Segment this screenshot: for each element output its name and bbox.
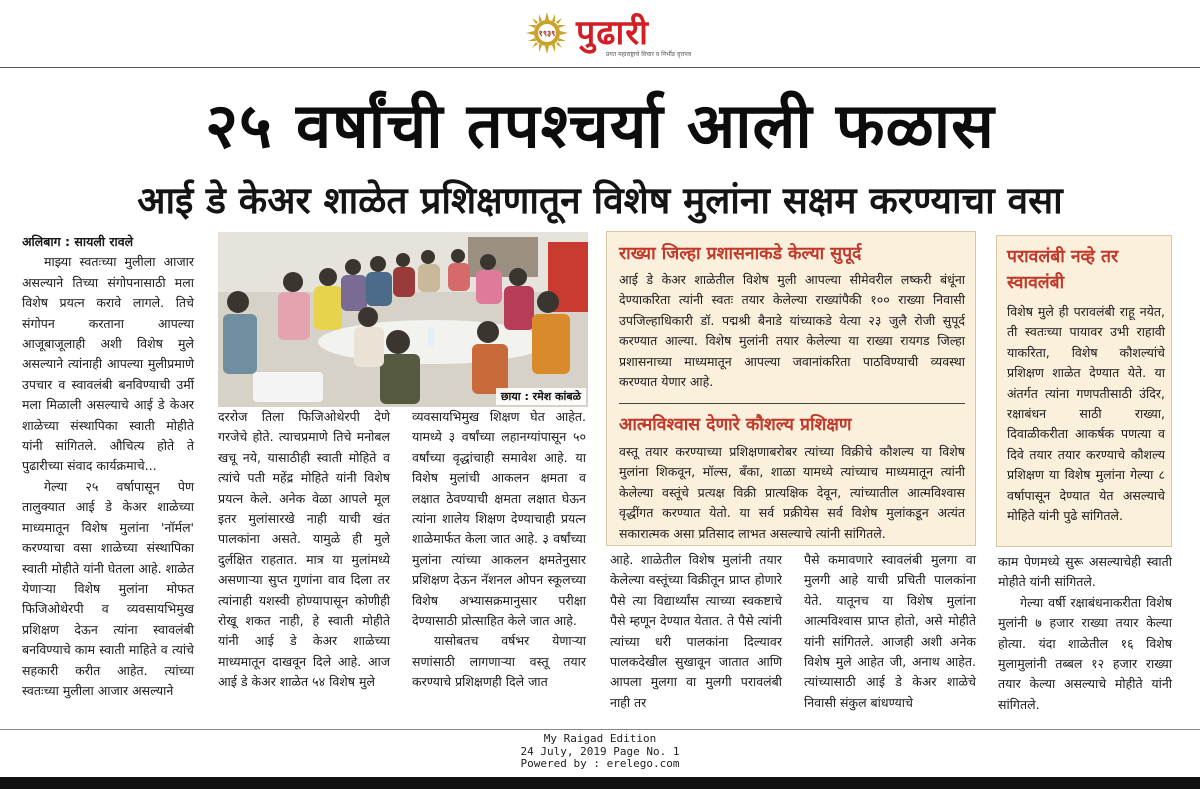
article-paragraph: आहे. शाळेतील विशेष मुलांनी तयार केलेल्या वस्तूंच्या विक्रीतून प्राप्त होणारे पैसे त्या विद्यार्थ्यांस त्याच्या स्वकष्टाचे पैसे म्हणून देण्यात येतात. ते पैसे त्यांनी त्यांच्या धरी पालकांना दिल्यावर पालकदेखील सुखावून जातात आणि आपला मुलगा वा मुलगी परावलंबी नाही तर bbox=[610, 552, 782, 710]
edition-name: My Raigad Edition bbox=[543, 732, 657, 745]
photo-caption: छाया : रमेश कांबळे bbox=[496, 388, 586, 405]
edition-footer bbox=[0, 729, 1200, 771]
article-column-3 bbox=[412, 407, 586, 693]
article-column-1 bbox=[22, 232, 194, 701]
article-paragraph: दररोज तिला फिजिओथेरपी देणे गरजेचे होते. त्याचप्रमाणे तिचे मनोबल खचू नये, यासाठीही स्वाती मोहिते व त्यांचे पती महेंद्र मोहिते यांनी विशेष प्रयत्न केले. अनेक वेळा आपले मूल इतर मुलांसारखे नाही याची खंत पालकांना असते. यामुळे ही मुले दुर्लक्षित राहतात. मात्र या मुलांमध्ये असणाऱ्या सुप्त गुणांना वाव दिला तर त्यांनाही यशस्वी होण्यापासून कोणीही रोखू शकत नाही, हे स्वाती मोहीते यांनी आई डे केअर शाळेच्या माध्यमातून दाखवून दिले आहे. आज आई डे केअर शाळेत ५४ विशेष मुले bbox=[218, 409, 390, 690]
emblem-text: १९३९ bbox=[538, 29, 556, 38]
logo-tagline: प्रगत महाराष्ट्राचे विचार व निर्भीड वृत्तपत्र bbox=[606, 51, 692, 58]
powered-by: Powered by : erelego.com bbox=[520, 757, 680, 770]
byline: अलिबाग : सायली रावले bbox=[22, 234, 134, 249]
sun-emblem-icon bbox=[526, 12, 568, 54]
article-photo bbox=[218, 232, 588, 407]
article-column-5 bbox=[804, 550, 976, 713]
article-column-6 bbox=[998, 552, 1172, 715]
box-title: आत्मविश्‍वास देणारे कौशल्य प्रशिक्षण bbox=[619, 415, 852, 435]
subheadline: आई डे केअर शाळेत प्रशिक्षणातून विशेष मुलांना सक्षम करण्याचा वसा bbox=[137, 179, 1063, 222]
box-text: आई डे केअर शाळेतील विशेष मुली आपल्या सीमेवरील लष्करी बंधूंना देण्याकरिता त्यांनी स्वतः तयार केलेल्या राख्यांपैकी १०० राख्या निवासी उपजिल्हाधिकारी डॉ. पद्मश्री बैनाडे यांच्याकडे येत्या २३ जुलै रोजी सुपूर्द करण्यात आल्या. विशेष मुलांनी तयार केलेल्या या राख्या रायगड जिल्हा प्रशासनाच्या माध्यमातून आपल्या जवानांकरिता पाठविण्याची व्यवस्था करण्यात येणार आहे. bbox=[619, 272, 965, 390]
article-paragraph: गेल्या वर्षी रक्षाबंधनाकरीता विशेष मुलांनी ७ हजार राख्या तयार केल्या होत्या. यंदा शाळेतील १६ विशेष मुलामुलांनी तब्बल १२ हजार राख्या तयार केल्या असल्याचे मोहीते यांनी सांगितले. bbox=[998, 594, 1172, 712]
article-paragraph: काम पेणमध्ये सुरू असल्याचेही स्वाती मोहीते यांनी सांगितले. bbox=[998, 554, 1172, 590]
box-divider bbox=[619, 403, 965, 404]
box-title: राख्या जिल्हा प्रशासनाकडे केल्या सुपूर्द bbox=[619, 244, 862, 264]
article-paragraph: व्यवसायभिमुख शिक्षण घेत आहेत. यामध्ये ३ वर्षांच्या लहानग्यांपासून ५० वर्षांच्या वृद्धांचाही समावेश आहे. या विशेष मुलांची आकलन क्षमता व लक्षात ठेवण्याची क्षमता लक्षात घेऊन त्यांना शालेय शिक्षण देण्याचाही प्रयत्न शाळेमार्फत केला जात आहे. ३ वर्षांच्या मुलांना त्यांच्या आकलन क्षमतेनुसार प्रशिक्षण देऊन नॅशनल ओपन स्कूलच्या विशेष अभ्यासक्रमानुसार परीक्षा देण्यासाठी प्रोत्साहित केले जात आहे. bbox=[412, 409, 586, 629]
article-paragraph: माझ्या स्वतःच्या मुलीला आजार असल्याने तिच्या संगोपनासाठी मला विशेष प्रयत्न करावे लागले. तिचे संगोपन करताना आपल्या आजूबाजूलाही अशी विशेष मुले असल्याने त्यांनाही आपल्या मुलीप्रमाणे उपचार व स्वावलंबी बनविण्याची उर्मी मला मिळाली असल्याचे आई डे केअर शाळेच्या संस्थापिका स्वाती मोहीते यांनी सांगितले. औचित्य होते ते पुढारीच्या संवाद कार्यक्रमाचे... bbox=[22, 254, 194, 474]
article-paragraph: पैसे कमावणारे स्वावलंबी मुलगा वा मुलगी आहे याची प्रचिती पालकांना येते. यातूनच या विशेष मुलांना आत्मविश्‍वास प्राप्त होतो, असे मोहीते यांनी सांगितले. आजही अशी अनेक विशेष मुले आहेत जी, अनाथ आहेत. त्यांच्यासाठी आई डे केअर शाळेचे निवासी संकुल बांधण्याचे bbox=[804, 552, 976, 710]
headline: २५ वर्षांची तपश्‍चर्या आली फळास bbox=[205, 89, 995, 162]
bottom-bar bbox=[0, 777, 1200, 789]
classroom-photo-icon bbox=[218, 232, 588, 407]
article-paragraph: गेल्या २५ वर्षापासून पेण तालुक्यात आई डे केअर शाळेच्या माध्यमातून विशेष मुलांना 'नॉर्मल' करण्याचा वसा शाळेच्या संस्थापिका स्वाती मोहीते यांनी घेतला आहे. शाळेत येणाऱ्या विशेष मुलांना मोफत फिजिओथेरपी व व्यवसायभिमुख प्रशिक्षण देऊन त्यांना स्वावलंबी बनविण्याचे काम स्वाती माहिते व त्यांचे सहकारी करीत आहेत. त्यांच्या स्वतःच्या मुलीला आजार असल्याने bbox=[22, 478, 194, 698]
masthead bbox=[0, 0, 1200, 68]
edition-date: 24 July, 2019 Page No. 1 bbox=[520, 744, 680, 758]
sidebar-box-self-reliance bbox=[996, 235, 1172, 547]
article-paragraph: यासोबतच वर्षभर येणाऱ्या सणांसाठी लागणाऱ्या वस्तू तयार करण्याचे प्रशिक्षणही दिले जात bbox=[412, 633, 586, 690]
box-text: विशेष मुले ही परावलंबी राहू नयेत, ती स्वतःच्या पायावर उभी राहावी याकरिता, विशेष कौशल्यांचे प्रशिक्षण शाळेत देण्यात येते. या अंतर्गत त्यांना गणपतीसाठी उंदिर, रक्षाबंधन साठी राख्या, दिवाळीकरीता आकर्षक पणत्या व दिवे तयार तयार करण्याचे कौशल्य प्रशिक्षण या विशेष मुलांना गेल्या ८ वर्षापासून देण्यात येत असल्याचे मोहिते यांनी पुढे सांगितले. bbox=[1007, 304, 1165, 524]
article-column-4 bbox=[610, 550, 782, 713]
article-column-2 bbox=[218, 407, 390, 693]
box-title: परावलंबी नव्हे तर स्वावलंबी bbox=[1007, 247, 1119, 293]
sidebar-box-rakhi bbox=[606, 231, 976, 546]
box-text: वस्तू तयार करण्याच्या प्रशिक्षणाबरोबर त्यांच्या विक्रीचे कौशल्य या विशेष मुलांना शिकवून, मॉल्स, बँका, शाळा यामध्ये त्यांच्याच माध्यमातून त्यांनी केलेल्या वस्तूंचे प्रत्यक्ष विक्री प्रात्यक्षिक देवून, त्यांच्यातील आत्मविश्‍वास वृद्धींगत करण्यात येतो. या सर्व प्रक्रीयेस सर्व विशेष मुलांकडून अत्यंत सकारात्मक असा प्रतिसाद लाभत असल्याचे त्यांनी सांगितले. bbox=[619, 444, 965, 541]
logo-text: पुढारी bbox=[576, 13, 649, 53]
